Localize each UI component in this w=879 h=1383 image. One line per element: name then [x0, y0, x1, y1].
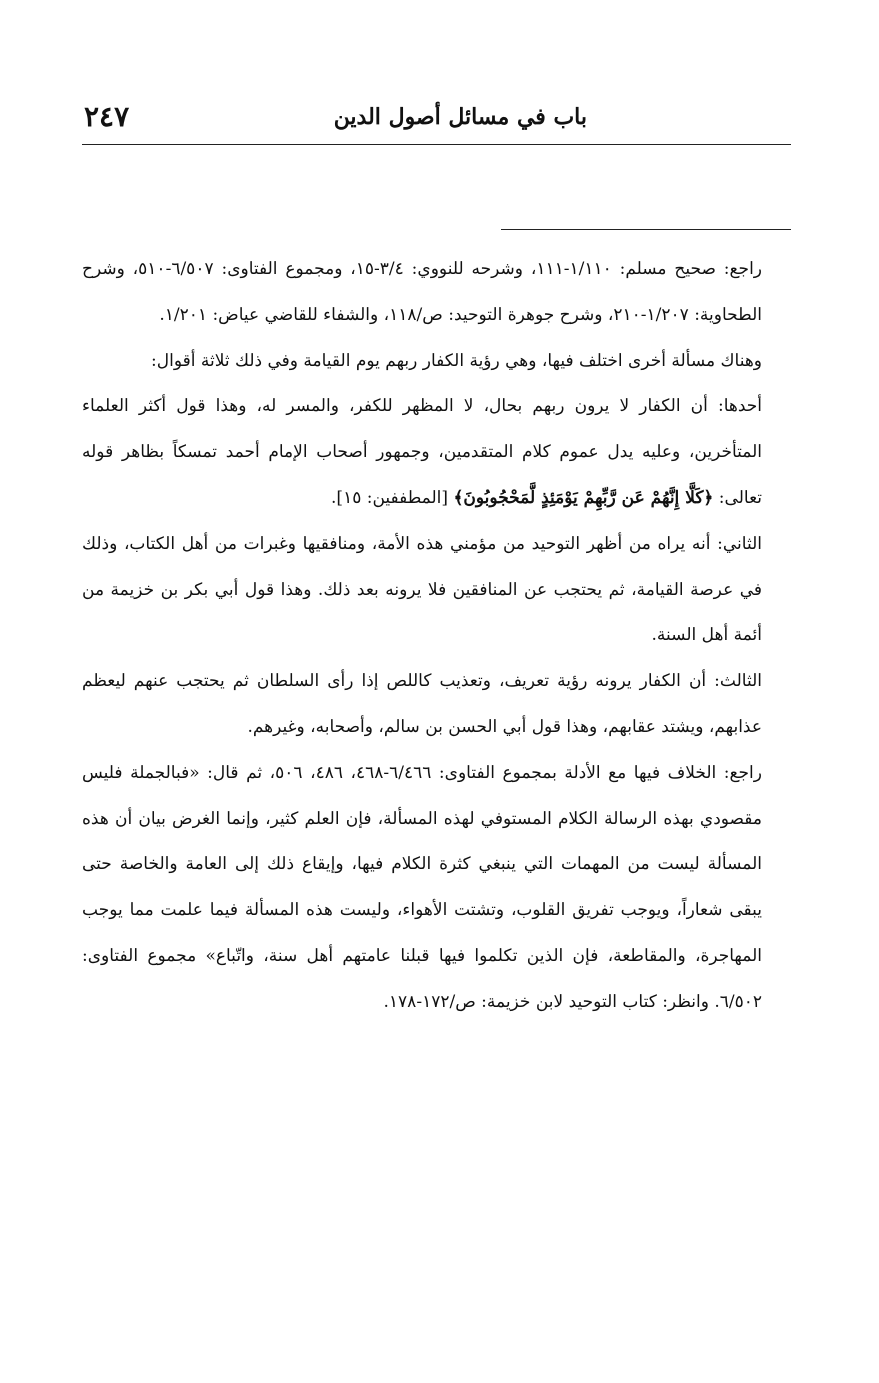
third-opinion-paragraph: الثالث: أن الكفار يرونه رؤية تعريف، وتعذيب كاللص إذا رأى السلطان ثم يحتجب عنهم ليعظم عذابهم، ويشتد عقابهم، وهذا قول أبي الحسن بن سالم، وأصحابه، وغيرهم. — [82, 671, 762, 737]
verse-citation: [المطففين: ١٥]. — [331, 487, 454, 508]
footnote-divider — [501, 229, 791, 230]
page-number: ٢٤٧ — [84, 100, 130, 133]
intro-paragraph: وهناك مسألة أخرى اختلف فيها، وهي رؤية الكفار ربهم يوم القيامة وفي ذلك ثلاثة أقوال: — [151, 350, 762, 371]
footnote-body — [82, 247, 762, 1026]
first-opinion-paragraph — [82, 384, 762, 521]
quran-verse: ﴿كَلَّا إِنَّهُمْ عَن رَّبِّهِمْ يَوْمَئِذٍ لَّمَحْجُوبُونَ﴾ — [453, 487, 714, 508]
running-title: باب في مسائل أصول الدين — [333, 104, 587, 130]
second-opinion-paragraph: الثاني: أنه يراه من أظهر التوحيد من مؤمني هذه الأمة، ومنافقيها وغبرات من أهل الكتاب، وذلك في عرصة القيامة، ثم يحتجب عن المنافقين فلا يرونه بعد ذلك. وهذا قول أبي بكر بن خزيمة من أئمة أهل السنة. — [82, 533, 762, 646]
header-divider — [82, 144, 791, 145]
references-paragraph: راجع: الخلاف فيها مع الأدلة بمجموع الفتاوى: ٦/٤٦٦-٤٦٨، ٤٨٦، ٥٠٦، ثم قال: «فبالجملة فليس مقصودي بهذه الرسالة الكلام المستوفي لهذه المسألة، فإن العلم كثير، وإنما الغرض بيان أن هذه المسألة ليست من المهمات التي ينبغي كثرة الكلام فيها، وإيقاع ذلك إلى العامة والخاصة حتى يبقى شعاراً، ويوجب تفريق القلوب، وتشتت الأهواء، وليست هذه المسألة فيما علمت مما يوجب المهاجرة، والمقاطعة، فإن الذين تكلموا فيها قبلنا عامتهم أهل سنة، واتّباع» مجموع الفتاوى: ٦/٥٠٢. وانظر: كتاب التوحيد لابن خزيمة: ص/١٧٢-١٧٨. — [82, 762, 762, 1012]
verse-intro: تمسكاً بظاهر قوله تعالى: — [82, 442, 762, 508]
page-header — [82, 96, 791, 142]
first-opinion-text: أحدها: أن الكفار لا يرون ربهم بحال، لا المظهر للكفر، والمسر له، وهذا قول أكثر العلماء المتأخرين، وعليه يدل عموم كلام المتقدمين، وجمهور أصحاب الإمام أحمد — [82, 396, 762, 463]
reference-paragraph: راجع: صحيح مسلم: ١/١١٠-١١١، وشرحه للنووي: ٣/٤-١٥، ومجموع الفتاوى: ٦/٥٠٧-٥١٠، وشرح الطحاوية: ١/٢٠٧-٢١٠، وشرح جوهرة التوحيد: ص/١١٨، والشفاء للقاضي عياض: ١/٢٠١. — [82, 259, 763, 325]
